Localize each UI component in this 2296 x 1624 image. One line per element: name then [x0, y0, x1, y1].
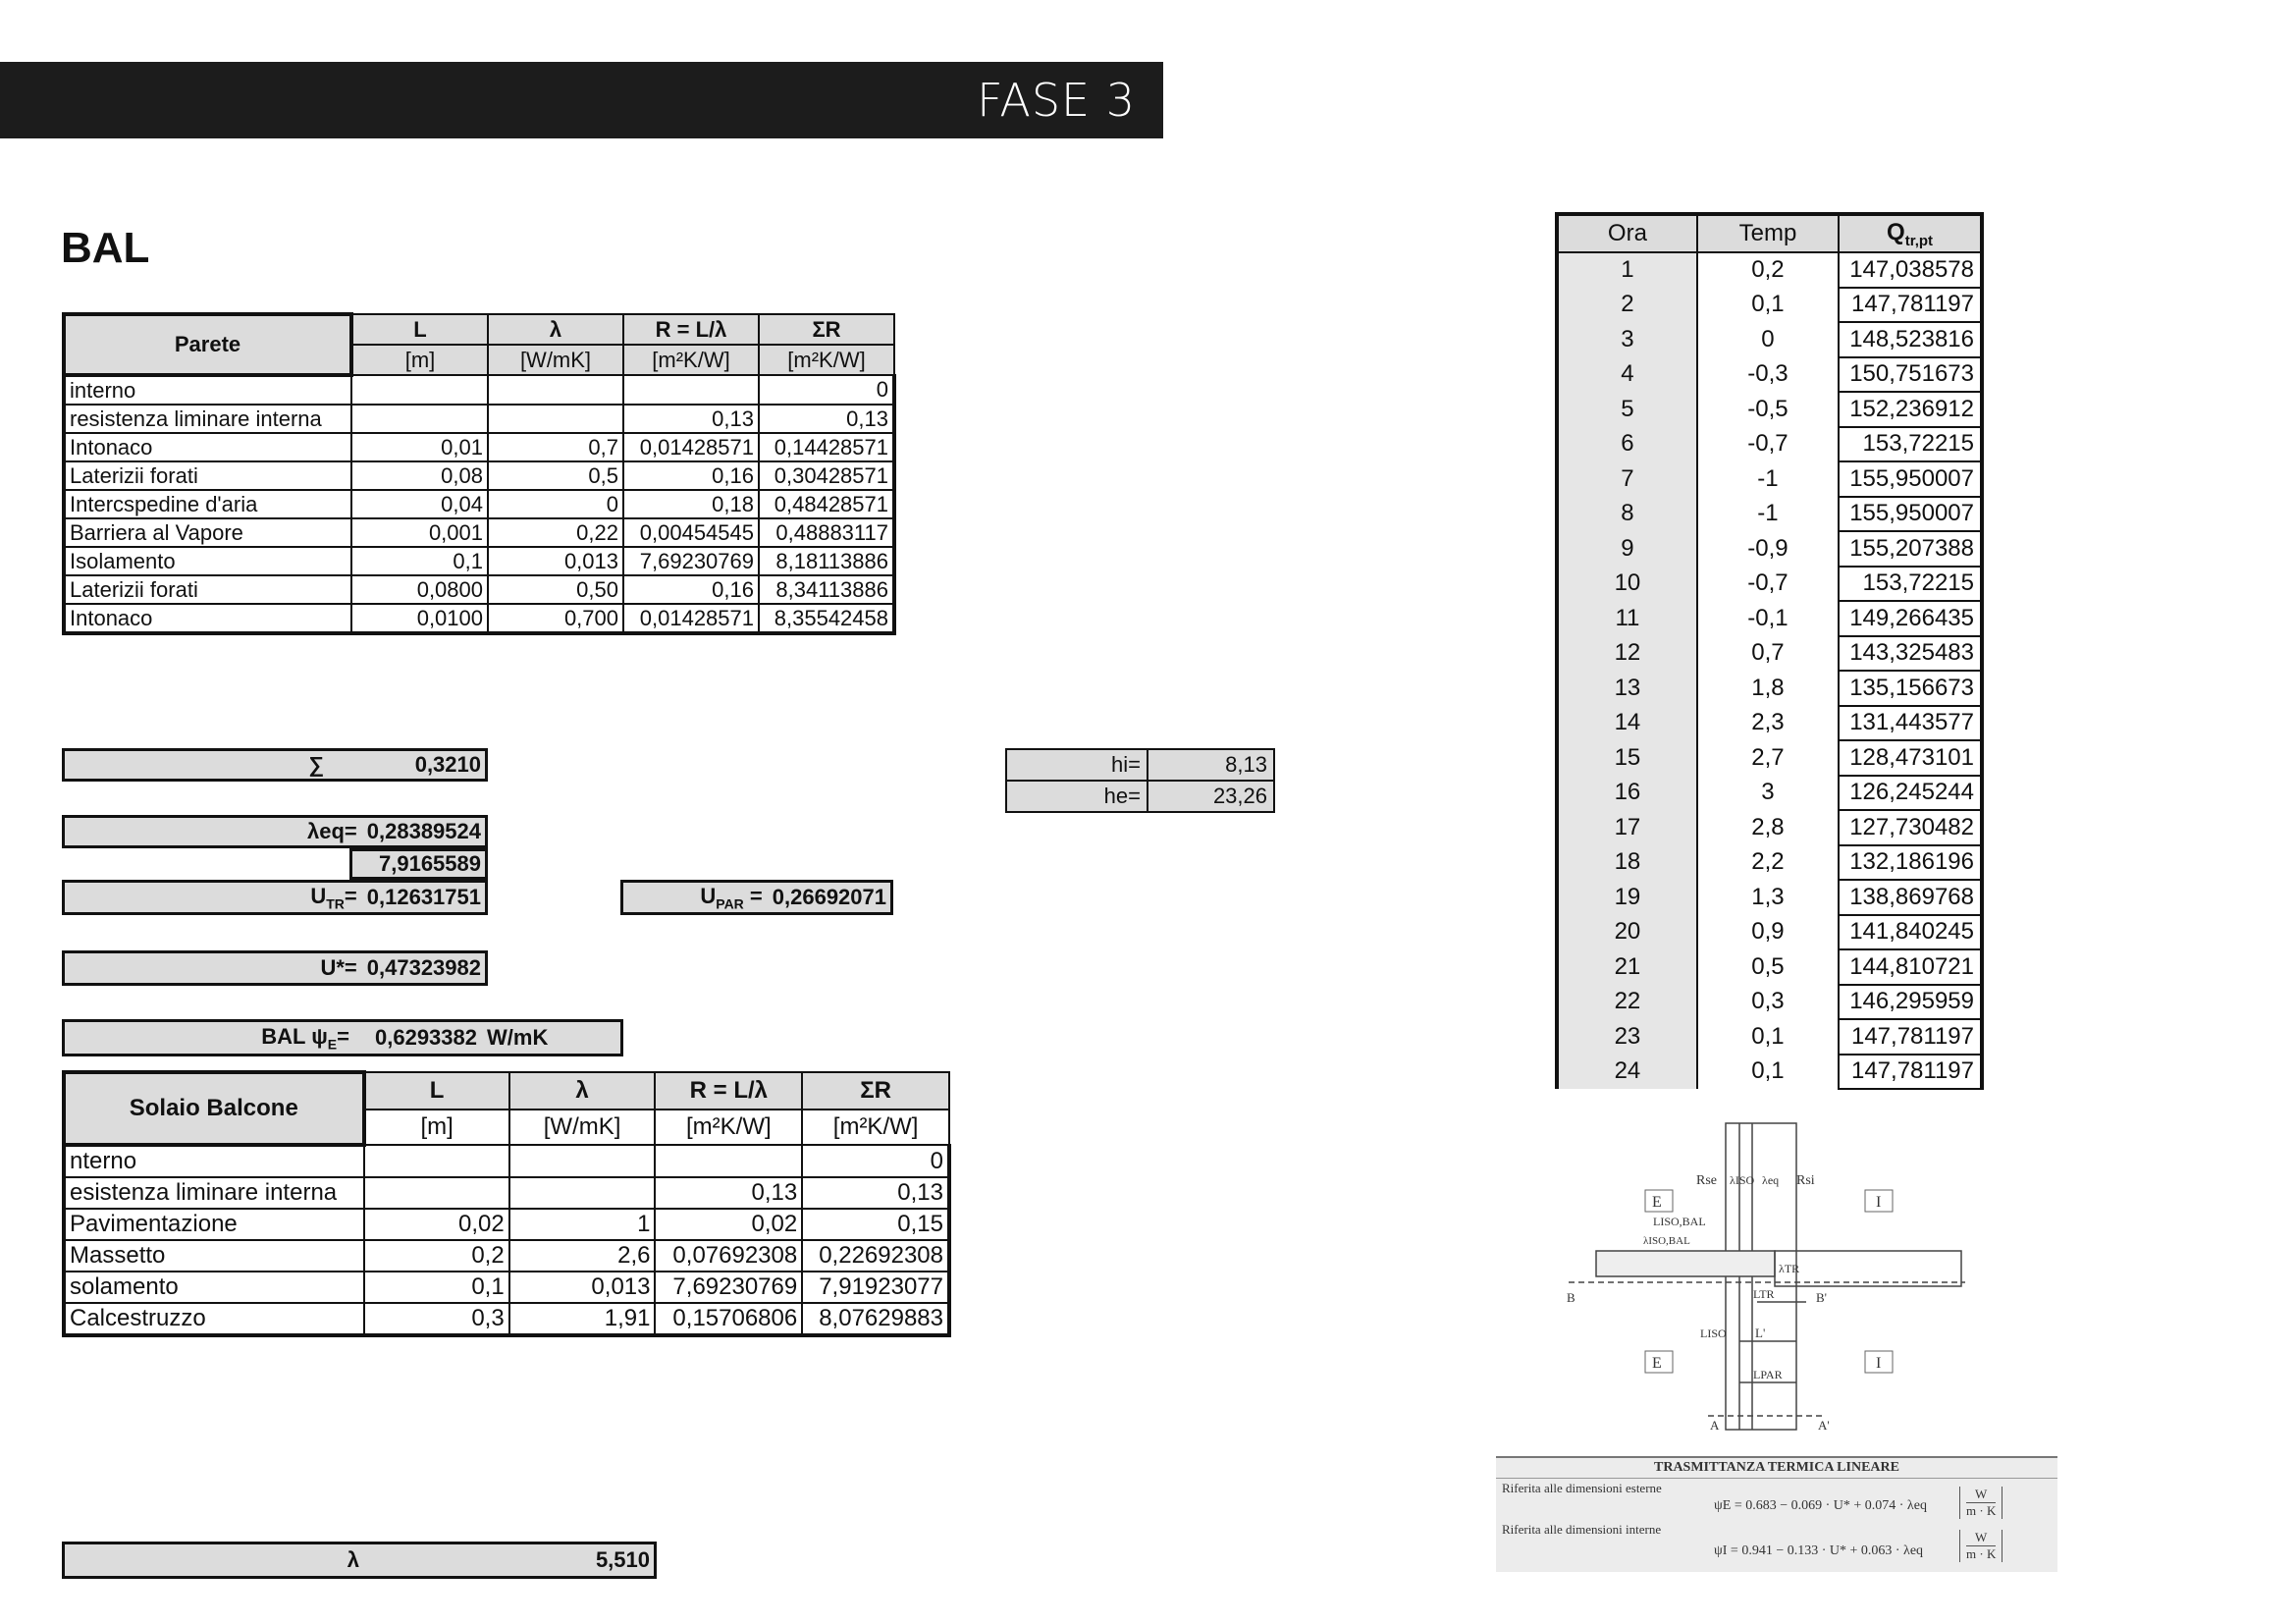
- cell-value: 8,07629883: [802, 1303, 949, 1335]
- table-row: [1557, 1055, 1982, 1090]
- diagram-label: Rse: [1696, 1173, 1717, 1188]
- cell-value: 0,50: [488, 575, 623, 604]
- psi-value: 0,6293382: [375, 1025, 477, 1050]
- hour-cell: 16: [1557, 776, 1697, 811]
- table-row: [1557, 636, 1982, 672]
- cell-value: 0,08: [351, 461, 488, 490]
- table-row: [1557, 322, 1982, 357]
- solaio-title: Solaio Balcone: [64, 1072, 364, 1145]
- cell-value: [364, 1177, 509, 1209]
- unit-header: [W/mK]: [488, 345, 623, 375]
- diagram-label: L': [1755, 1326, 1766, 1340]
- leq-value: 0,28389524: [366, 819, 481, 843]
- cell-value: [488, 405, 623, 433]
- temp-cell: -0,7: [1697, 567, 1839, 602]
- temp-cell: -0,1: [1697, 601, 1839, 636]
- table-row: [1557, 810, 1982, 845]
- layer-name: nterno: [64, 1145, 364, 1177]
- diagram-label: LISO: [1700, 1326, 1727, 1340]
- q-cell: 127,730482: [1839, 810, 1982, 845]
- table-row: [64, 1303, 949, 1335]
- diagram-label: I: [1876, 1355, 1882, 1372]
- hour-cell: 6: [1557, 427, 1697, 462]
- table-row: [1557, 497, 1982, 532]
- unit-header: [m²K/W]: [655, 1110, 802, 1145]
- hour-cell: 1: [1557, 252, 1697, 288]
- diagram-label: B': [1816, 1290, 1828, 1305]
- unit-header: [m²K/W]: [623, 345, 759, 375]
- parete-table: [62, 312, 896, 635]
- q-cell: 147,038578: [1839, 252, 1982, 288]
- layer-name: Intonaco: [64, 604, 351, 633]
- cell-value: 0,013: [509, 1272, 656, 1303]
- hour-cell: 12: [1557, 636, 1697, 672]
- q-cell: 153,72215: [1839, 427, 1982, 462]
- cell-value: 1,91: [509, 1303, 656, 1335]
- cell-value: 0,3: [364, 1303, 509, 1335]
- q-cell: 150,751673: [1839, 357, 1982, 393]
- utr-value: 0,12631751: [366, 885, 481, 909]
- hour-cell: 11: [1557, 601, 1697, 636]
- cell-value: 0,22692308: [802, 1240, 949, 1272]
- upar-label: $U_{PAR}$ =: [700, 883, 763, 912]
- cell-value: 0,13: [759, 405, 894, 433]
- temp-cell: -1: [1697, 497, 1839, 532]
- cell-value: 2,6: [509, 1240, 656, 1272]
- cell-value: 0,18: [623, 490, 759, 518]
- cell-value: 1: [509, 1209, 656, 1240]
- table-row: [1557, 880, 1982, 915]
- temp-cell: -0,3: [1697, 357, 1839, 393]
- extra-value-box: [349, 848, 488, 880]
- formula-block: [1496, 1456, 2057, 1572]
- col-header: L: [364, 1072, 509, 1110]
- hour-cell: 5: [1557, 392, 1697, 427]
- extra-value: 7,9165589: [379, 851, 481, 876]
- temp-cell: -0,9: [1697, 531, 1839, 567]
- temp-cell: 1,8: [1697, 671, 1839, 706]
- table-row: [64, 1209, 949, 1240]
- table-row: [64, 1240, 949, 1272]
- cell-value: 0,04: [351, 490, 488, 518]
- cell-value: 0,02: [655, 1209, 802, 1240]
- q-cell: 132,186196: [1839, 845, 1982, 881]
- sigma-label: ∑: [308, 752, 324, 777]
- slab-outline: [1596, 1251, 1775, 1276]
- unit-denominator: m · K: [1966, 1546, 1997, 1561]
- cell-value: 0,00454545: [623, 518, 759, 547]
- temp-cell: 0,9: [1697, 915, 1839, 950]
- cell-value: [351, 375, 488, 405]
- cell-value: 0,13: [802, 1177, 949, 1209]
- hour-cell: 14: [1557, 706, 1697, 741]
- q-cell: 135,156673: [1839, 671, 1982, 706]
- hour-cell: 23: [1557, 1019, 1697, 1055]
- cell-value: 0: [488, 490, 623, 518]
- lambda-total-label: λ: [347, 1547, 359, 1572]
- ustar-box: [62, 950, 488, 986]
- q-header: $Q_{tr,pt}$: [1839, 214, 1982, 252]
- q-cell: 148,523816: [1839, 322, 1982, 357]
- table-row: [1557, 845, 1982, 881]
- temp-cell: 2,2: [1697, 845, 1839, 881]
- cell-value: [509, 1145, 656, 1177]
- hour-cell: 20: [1557, 915, 1697, 950]
- hourly-table: [1555, 212, 1984, 1090]
- hour-cell: 19: [1557, 880, 1697, 915]
- layer-name: Massetto: [64, 1240, 364, 1272]
- q-cell: 146,295959: [1839, 985, 1982, 1020]
- ustar-label: U*=: [320, 955, 357, 980]
- col-header: ΣR: [759, 314, 894, 345]
- table-row: [1557, 567, 1982, 602]
- layer-name: solamento: [64, 1272, 364, 1303]
- q-cell: 131,443577: [1839, 706, 1982, 741]
- layer-name: Pavimentazione: [64, 1209, 364, 1240]
- q-cell: 143,325483: [1839, 636, 1982, 672]
- cell-value: 0,14428571: [759, 433, 894, 461]
- q-cell: 155,207388: [1839, 531, 1982, 567]
- formula-row1: ψE = 0.683 − 0.069 · U* + 0.074 · λeq: [1714, 1498, 1927, 1513]
- temp-cell: 0: [1697, 322, 1839, 357]
- unit-numerator: W: [1966, 1487, 1996, 1503]
- cell-value: 8,34113886: [759, 575, 894, 604]
- hi-label: hi=: [1006, 749, 1148, 781]
- diagram-label: Rsi: [1796, 1173, 1815, 1188]
- coefficients-table: [1005, 748, 1275, 813]
- table-row: [1557, 392, 1982, 427]
- diagram-label: E: [1652, 1194, 1662, 1211]
- cell-value: 0,22: [488, 518, 623, 547]
- table-row: [1557, 288, 1982, 323]
- page-title: FASE 3: [977, 74, 1136, 127]
- diagram-label: LPAR: [1753, 1368, 1783, 1381]
- q-cell: 147,781197: [1839, 1019, 1982, 1055]
- unit-header: [m]: [351, 345, 488, 375]
- table-row: [64, 1145, 949, 1177]
- hour-header: Ora: [1557, 214, 1697, 252]
- diagram-label: λISO,BAL: [1643, 1235, 1690, 1247]
- table-row: [1557, 357, 1982, 393]
- cell-value: 7,69230769: [655, 1272, 802, 1303]
- layer-name: Laterizii forati: [64, 575, 351, 604]
- hour-cell: 2: [1557, 288, 1697, 323]
- temp-cell: 2,7: [1697, 740, 1839, 776]
- table-row: [64, 405, 894, 433]
- cell-value: 0,01: [351, 433, 488, 461]
- table-row: [1557, 915, 1982, 950]
- q-cell: 147,781197: [1839, 288, 1982, 323]
- col-header: L: [351, 314, 488, 345]
- layer-name: resistenza liminare interna: [64, 405, 351, 433]
- lambda-total-box: [62, 1542, 657, 1579]
- q-cell: 141,840245: [1839, 915, 1982, 950]
- q-cell: 152,236912: [1839, 392, 1982, 427]
- table-row: [64, 461, 894, 490]
- table-row: [64, 433, 894, 461]
- table-row: [64, 518, 894, 547]
- col-header: λ: [488, 314, 623, 345]
- hour-cell: 17: [1557, 810, 1697, 845]
- lambda-total-value: 5,510: [595, 1547, 650, 1572]
- cell-value: 8,18113886: [759, 547, 894, 575]
- unit-fraction: [1959, 1487, 2002, 1519]
- section-title: BAL: [61, 224, 150, 272]
- hour-cell: 7: [1557, 461, 1697, 497]
- hour-cell: 22: [1557, 985, 1697, 1020]
- temp-cell: 0,3: [1697, 985, 1839, 1020]
- cell-value: 0,30428571: [759, 461, 894, 490]
- table-row: [1557, 252, 1982, 288]
- cell-value: 0: [802, 1145, 949, 1177]
- unit-header: [m²K/W]: [802, 1110, 949, 1145]
- formula-row1-label: Riferita alle dimensioni esterne: [1502, 1481, 1662, 1495]
- hour-cell: 18: [1557, 845, 1697, 881]
- col-header: R = L/λ: [623, 314, 759, 345]
- q-cell: 155,950007: [1839, 461, 1982, 497]
- hour-cell: 8: [1557, 497, 1697, 532]
- q-cell: 147,781197: [1839, 1055, 1982, 1090]
- cell-value: [509, 1177, 656, 1209]
- diagram-label: B: [1567, 1290, 1575, 1305]
- temp-cell: -1: [1697, 461, 1839, 497]
- col-header: ΣR: [802, 1072, 949, 1110]
- table-row: [1557, 461, 1982, 497]
- sigma-box: [62, 748, 488, 782]
- solaio-table: [62, 1070, 951, 1337]
- diagram-label: I: [1876, 1194, 1882, 1211]
- hi-value: 8,13: [1148, 749, 1274, 781]
- cell-value: 0,07692308: [655, 1240, 802, 1272]
- cell-value: 0,01428571: [623, 604, 759, 633]
- table-row: [1557, 706, 1982, 741]
- q-cell: 155,950007: [1839, 497, 1982, 532]
- table-row: [1557, 776, 1982, 811]
- cell-value: 8,35542458: [759, 604, 894, 633]
- q-cell: 153,72215: [1839, 567, 1982, 602]
- temp-cell: 2,3: [1697, 706, 1839, 741]
- cell-value: 0,15706806: [655, 1303, 802, 1335]
- cell-value: 0,0100: [351, 604, 488, 633]
- diagram-label: LTR: [1753, 1287, 1775, 1301]
- cell-value: 0,1: [351, 547, 488, 575]
- table-row: [1557, 531, 1982, 567]
- temp-cell: 0,5: [1697, 949, 1839, 985]
- temp-cell: 0,1: [1697, 1019, 1839, 1055]
- psi-label: BAL $\psi_E=$: [261, 1023, 349, 1053]
- cell-value: [488, 375, 623, 405]
- upar-box: [620, 880, 893, 915]
- q-cell: 144,810721: [1839, 949, 1982, 985]
- utr-box: [62, 880, 488, 915]
- temp-cell: 2,8: [1697, 810, 1839, 845]
- cell-value: 0,16: [623, 461, 759, 490]
- layer-name: Isolamento: [64, 547, 351, 575]
- table-row: [1557, 1019, 1982, 1055]
- table-row: [64, 1177, 949, 1209]
- utr-label: $U_{TR}=$: [310, 883, 357, 912]
- diagram-label: λISO: [1730, 1173, 1755, 1187]
- diagram-label: LISO,BAL: [1653, 1215, 1706, 1228]
- temp-cell: 0,7: [1697, 636, 1839, 672]
- hour-cell: 10: [1557, 567, 1697, 602]
- cell-value: 0,48883117: [759, 518, 894, 547]
- hour-cell: 4: [1557, 357, 1697, 393]
- hour-cell: 21: [1557, 949, 1697, 985]
- cell-value: [364, 1145, 509, 1177]
- temp-cell: 0,1: [1697, 288, 1839, 323]
- cell-value: 0,2: [364, 1240, 509, 1272]
- diagram-label: A: [1710, 1418, 1720, 1433]
- layer-name: interno: [64, 375, 351, 405]
- q-cell: 126,245244: [1839, 776, 1982, 811]
- he-value: 23,26: [1148, 781, 1274, 812]
- layer-name: Calcestruzzo: [64, 1303, 364, 1335]
- unit-numerator: W: [1966, 1530, 1996, 1546]
- formula-title: TRASMITTANZA TERMICA LINEARE: [1496, 1456, 2057, 1479]
- header-bar: [0, 62, 1163, 138]
- table-row: [64, 1272, 949, 1303]
- table-row: [64, 604, 894, 633]
- diagram-label: λTR: [1779, 1262, 1800, 1275]
- cell-value: 0,16: [623, 575, 759, 604]
- hour-cell: 13: [1557, 671, 1697, 706]
- cell-value: 0,5: [488, 461, 623, 490]
- thermal-bridge-diagram: [1561, 1119, 1983, 1434]
- hour-cell: 15: [1557, 740, 1697, 776]
- unit-header: [m]: [364, 1110, 509, 1145]
- cell-value: 0,700: [488, 604, 623, 633]
- layer-name: Intonaco: [64, 433, 351, 461]
- cell-value: 0,15: [802, 1209, 949, 1240]
- he-label: he=: [1006, 781, 1148, 812]
- table-row: [64, 575, 894, 604]
- q-cell: 128,473101: [1839, 740, 1982, 776]
- layer-name: Barriera al Vapore: [64, 518, 351, 547]
- cell-value: [351, 405, 488, 433]
- ustar-value: 0,47323982: [366, 955, 481, 980]
- unit-fraction: [1959, 1530, 2002, 1562]
- cell-value: 0,1: [364, 1272, 509, 1303]
- table-row: [1557, 985, 1982, 1020]
- cell-value: 0,48428571: [759, 490, 894, 518]
- q-cell: 138,869768: [1839, 880, 1982, 915]
- psi-unit: W/mK: [487, 1025, 549, 1050]
- col-header: R = L/λ: [655, 1072, 802, 1110]
- formula-row2: ψI = 0.941 − 0.133 · U* + 0.063 · λeq: [1714, 1543, 1924, 1558]
- layer-name: Intercspedine d'aria: [64, 490, 351, 518]
- unit-header: [m²K/W]: [759, 345, 894, 375]
- sigma-value: 0,3210: [414, 752, 481, 777]
- table-row: [1557, 427, 1982, 462]
- cell-value: [623, 375, 759, 405]
- col-header: λ: [509, 1072, 656, 1110]
- temp-header: Temp: [1697, 214, 1839, 252]
- temp-cell: 0,1: [1697, 1055, 1839, 1090]
- cell-value: 0,001: [351, 518, 488, 547]
- cell-value: 0,13: [655, 1177, 802, 1209]
- hour-cell: 9: [1557, 531, 1697, 567]
- temp-cell: 1,3: [1697, 880, 1839, 915]
- leq-box: [62, 815, 488, 848]
- cell-value: 0,0800: [351, 575, 488, 604]
- table-row: [1557, 671, 1982, 706]
- unit-denominator: m · K: [1966, 1503, 1997, 1518]
- layer-name: esistenza liminare interna: [64, 1177, 364, 1209]
- table-row: [1557, 740, 1982, 776]
- cell-value: 0,02: [364, 1209, 509, 1240]
- leq-label: λeq=: [307, 819, 357, 843]
- cell-value: 7,91923077: [802, 1272, 949, 1303]
- unit-header: [W/mK]: [509, 1110, 656, 1145]
- temp-cell: 3: [1697, 776, 1839, 811]
- q-cell: 149,266435: [1839, 601, 1982, 636]
- cell-value: 0: [759, 375, 894, 405]
- hour-cell: 24: [1557, 1055, 1697, 1090]
- cell-value: 0,013: [488, 547, 623, 575]
- hour-cell: 3: [1557, 322, 1697, 357]
- layer-name: Laterizii forati: [64, 461, 351, 490]
- diagram-label: λeq: [1762, 1173, 1780, 1187]
- cell-value: [655, 1145, 802, 1177]
- table-row: [64, 490, 894, 518]
- table-row: [64, 375, 894, 405]
- temp-cell: -0,7: [1697, 427, 1839, 462]
- temp-cell: 0,2: [1697, 252, 1839, 288]
- parete-title: Parete: [64, 314, 351, 375]
- cell-value: 7,69230769: [623, 547, 759, 575]
- upar-value: 0,26692071: [772, 885, 886, 909]
- psi-box: [62, 1019, 623, 1056]
- diagram-label: A': [1818, 1418, 1830, 1433]
- table-row: [1557, 949, 1982, 985]
- formula-row2-label: Riferita alle dimensioni interne: [1502, 1522, 1662, 1537]
- cell-value: 0,7: [488, 433, 623, 461]
- cell-value: 0,01428571: [623, 433, 759, 461]
- diagram-label: E: [1652, 1355, 1662, 1372]
- cell-value: 0,13: [623, 405, 759, 433]
- temp-cell: -0,5: [1697, 392, 1839, 427]
- table-row: [64, 547, 894, 575]
- table-row: [1557, 601, 1982, 636]
